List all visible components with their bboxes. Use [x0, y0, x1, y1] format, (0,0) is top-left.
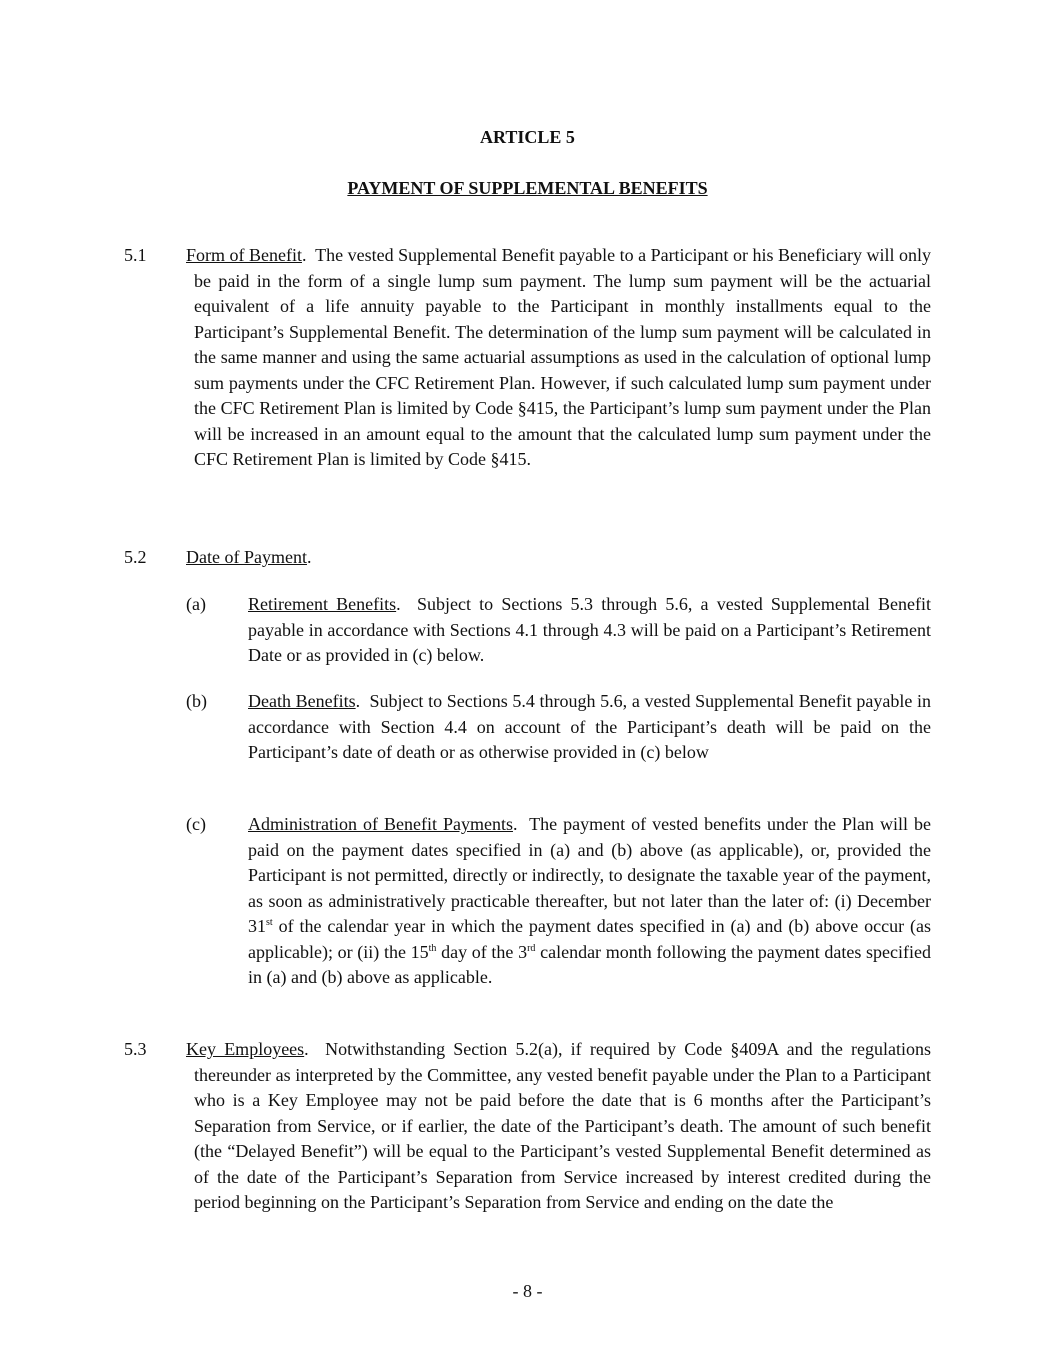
article-number: ARTICLE 5	[480, 127, 575, 147]
section-5-2-b-heading: Death Benefits	[248, 691, 356, 711]
section-5-3-paragraph: Key Employees. Notwithstanding Section 5.2(a), if required by Code §409A and the regulations thereunder as interpreted by the Committee, any vested benefit payable under the Plan to a Participant who is a Key Employee may not be paid before the date that is 6 months after the Participant’s Separation from Service, or if earlier, the date of the Participant’s death. The amount of such benefit (the “Delayed Benefit”) will be equal to the Participant’s vested Supplemental Benefit determined as of the date of the Participant’s Separation from Service increased by interest credited during the period beginning on the Participant’s Separation from Service and ending on the date the	[186, 1039, 931, 1212]
section-5-2-c-paragraph: Administration of Benefit Payments. The payment of vested benefits under the Plan will be paid on the payment dates specified in (a) and (b) above (as applicable), or, provided the Participant is not permitted, directly or indirectly, to designate the taxable year of the payment, as soon as administratively practicable thereafter, but not later than the later of: (i) December 31st of the calendar year in which the payment dates specified in (a) and (b) above occur (as applicable); or (ii) the 15th day of the 3rd calendar month following the payment dates specified in (a) and (b) above as applicable.	[248, 814, 931, 987]
section-5-2-c-text-4: calendar month following the payment dates specified in (a) and (b) above as applicable.	[248, 941, 931, 987]
ordinal-suffix-rd: rd	[527, 942, 536, 954]
ordinal-suffix-th: th	[428, 942, 437, 954]
ordinal-suffix-st: st	[266, 917, 273, 928]
section-5-2-c-label: (c)	[186, 814, 206, 834]
section-5-2-heading: Date of Payment	[186, 547, 307, 567]
section-5-2-a-paragraph: Retirement Benefits. Subject to Sections 5.3 through 5.6, a vested Supplemental Benefit payable in accordance with Sections 4.1 through 4.3 will be paid on a Participant’s Retirement Date or as provided in (c) below.	[248, 594, 932, 665]
section-5-1-text: The vested Supplemental Benefit payable to a Participant or his Beneficiary will only be paid in the form of a single lump sum payment. The lump sum payment will be the actuarial equivalent of a life annuity payable to the Participant in monthly installments equal to the Participant’s Supplemental Benefit. The determination of the lump sum payment will be calculated in the same manner and using the same actuarial assumptions as used in the calculation of optional lump sum payments under the CFC Retirement Plan. However, if such calculated lump sum payment under the CFC Retirement Plan is limited by Code §415, the Participant’s lump sum payment under the Plan will be increased in an amount equal to the amount that the calculated lump sum payment under the CFC Retirement Plan is limited by Code §415.	[194, 245, 931, 469]
section-5-2-c-heading: Administration of Benefit Payments	[248, 814, 513, 834]
article-title	[0, 176, 1055, 202]
section-5-1-heading: Form of Benefit	[186, 245, 302, 265]
section-5-3-number: 5.3	[124, 1039, 147, 1059]
section-5-2-b-text: Subject to Sections 5.4 through 5.6, a vested Supplemental Benefit payable in accordance with Section 4.4 on account of the Participant’s death will be paid on the Participant’s date of death or as otherwise provided in (c) below	[248, 691, 932, 762]
section-5-2-c-text-3: day of the 3	[436, 941, 528, 962]
section-5-2-c-text-2: of the calendar year in which the payment dates specified in (a) and (b) above occur (as applicable); or (ii) the 15	[248, 916, 931, 962]
section-5-2-b-label: (b)	[186, 691, 207, 711]
section-5-2-a-label: (a)	[186, 594, 206, 614]
section-5-2-c-text-1: The payment of vested benefits under the Plan will be paid on the payment dates specified in (a) and (b) above (as applicable), or, provided the Participant is not permitted, directly or indirectly, to designate the taxable year of the payment, as soon as administratively practicable thereafter, but not later than the later of: (i) December 31	[248, 814, 931, 936]
section-5-2-paragraph: Date of Payment.	[186, 547, 312, 567]
page-number: - 8 -	[512, 1281, 543, 1301]
section-5-1-number: 5.1	[124, 245, 147, 265]
section-5-3-heading: Key Employees	[186, 1039, 305, 1059]
section-5-2-b-paragraph: Death Benefits. Subject to Sections 5.4 through 5.6, a vested Supplemental Benefit payable in accordance with Section 4.4 on account of the Participant’s death will be paid on the Participant’s date of death or as otherwise provided in (c) below	[248, 691, 932, 762]
section-5-2-number: 5.2	[124, 547, 147, 567]
section-5-2-a-text: Subject to Sections 5.3 through 5.6, a vested Supplemental Benefit payable in accordance with Sections 4.1 through 4.3 will be paid on a Participant’s Retirement Date or as provided in (c) below.	[248, 594, 932, 665]
section-5-1-paragraph: Form of Benefit. The vested Supplemental Benefit payable to a Participant or his Beneficiary will only be paid in the form of a single lump sum payment. The lump sum payment will be the actuarial equivalent of a life annuity payable to the Participant in monthly installments equal to the Participant’s Supplemental Benefit. The determination of the lump sum payment will be calculated in the same manner and using the same actuarial assumptions as used in the calculation of optional lump sum payments under the CFC Retirement Plan. However, if such calculated lump sum payment under the CFC Retirement Plan is limited by Code §415, the Participant’s lump sum payment under the Plan will be increased in an amount equal to the amount that the calculated lump sum payment under the CFC Retirement Plan is limited by Code §415.	[186, 245, 931, 469]
section-5-3-text: Notwithstanding Section 5.2(a), if required by Code §409A and the regulations thereunder as interpreted by the Committee, any vested benefit payable under the Plan to a Participant who is a Key Employee may not be paid before the date that is 6 months after the Participant’s Separation from Service, or if earlier, the date of the Participant’s death. The amount of such benefit (the “Delayed Benefit”) will be equal to the Participant’s vested Supplemental Benefit determined as of the date of the Participant’s Separation from Service increased by interest credited during the period beginning on the Participant’s Separation from Service and ending on the date the	[194, 1039, 931, 1212]
article-title-text: PAYMENT OF SUPPLEMENTAL BENEFITS	[347, 178, 708, 198]
section-5-2-a-heading: Retirement Benefits	[248, 594, 397, 614]
